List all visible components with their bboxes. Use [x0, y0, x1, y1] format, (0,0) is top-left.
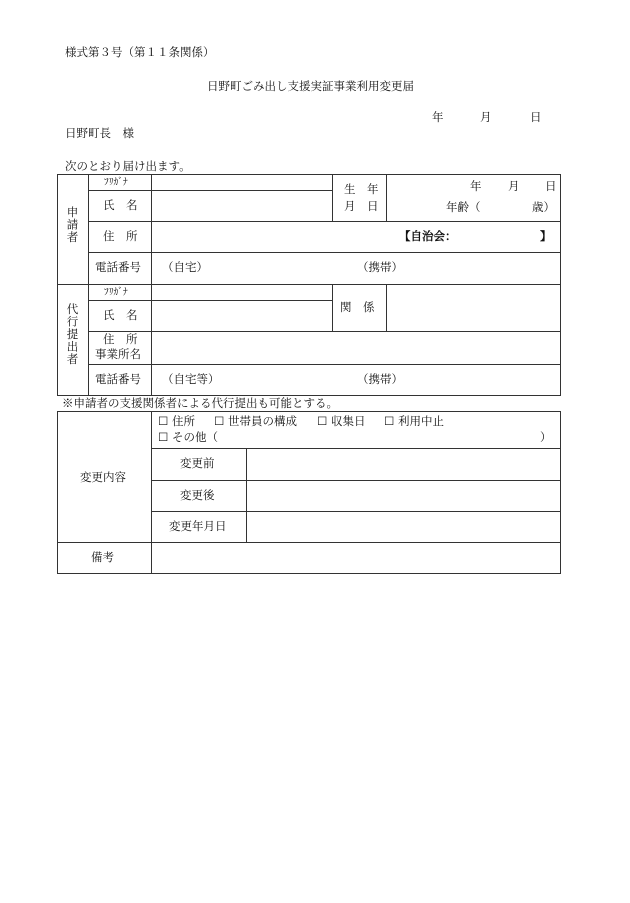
- proxy-mobile-label: （携帯）: [357, 372, 403, 386]
- change-date-label: 変更年月日: [169, 519, 227, 533]
- intro-text: 次のとおり届け出ます。: [65, 159, 191, 173]
- addressee: 日野町長 様: [65, 126, 134, 140]
- change-option-collection-day[interactable]: ☐ 収集日: [317, 414, 366, 428]
- checkbox-icon[interactable]: ☐: [158, 414, 169, 428]
- checkbox-icon[interactable]: ☐: [317, 414, 328, 428]
- change-option-cancel-use[interactable]: ☐ 利用中止: [384, 414, 444, 428]
- proxy-name-label: 氏 名: [103, 308, 138, 322]
- checkbox-icon[interactable]: ☐: [214, 414, 225, 428]
- other-close-paren: ）: [540, 430, 552, 444]
- checkbox-icon[interactable]: ☐: [384, 414, 395, 428]
- proxy-section-label: 代行提出者: [65, 303, 80, 366]
- birth-year-label: 年: [470, 179, 482, 193]
- birth-month-label: 月: [508, 179, 520, 193]
- proxy-home-phone-label: （自宅等）: [162, 372, 220, 386]
- jichikai-close-label: 】: [540, 229, 552, 243]
- applicant-phone-label: 電話番号: [95, 260, 141, 274]
- birthdate-label-line2: 月 日: [344, 199, 379, 213]
- date-day-label: 日: [530, 110, 542, 124]
- proxy-note: ※申請者の支援関係者による代行提出も可能とする。: [62, 396, 338, 410]
- form-number: 様式第３号（第１１条関係）: [65, 45, 215, 59]
- change-option-household[interactable]: ☐ 世帯員の構成: [214, 414, 297, 428]
- age-close-label: 歳）: [532, 200, 555, 214]
- age-open-label: 年齢（: [446, 200, 481, 214]
- change-content-label: 変更内容: [80, 470, 126, 484]
- applicant-name-label: 氏 名: [103, 198, 138, 212]
- change-option-other[interactable]: ☐ その他（: [158, 430, 218, 444]
- applicant-address-label: 住 所: [103, 229, 138, 243]
- applicant-furigana-label: ﾌﾘｶﾞﾅ: [104, 177, 128, 188]
- remarks-label: 備考: [91, 550, 114, 564]
- applicant-section-label: 申請者: [65, 206, 80, 244]
- proxy-office-label: 事業所名: [95, 347, 141, 361]
- birth-day-label: 日: [545, 179, 557, 193]
- proxy-phone-label: 電話番号: [95, 372, 141, 386]
- birthdate-label-line1: 生 年: [344, 182, 379, 196]
- before-change-label: 変更前: [180, 456, 215, 470]
- change-option-address[interactable]: ☐ 住所: [158, 414, 195, 428]
- checkbox-icon[interactable]: ☐: [158, 430, 169, 444]
- date-year-label: 年: [432, 110, 444, 124]
- relation-label: 関 係: [340, 300, 375, 314]
- applicant-mobile-label: （携帯）: [357, 260, 403, 274]
- date-month-label: 月: [480, 110, 492, 124]
- after-change-label: 変更後: [180, 488, 215, 502]
- change-table: [57, 411, 561, 574]
- applicant-home-phone-label: （自宅）: [162, 260, 208, 274]
- jichikai-open-label: 【自治会：: [399, 229, 457, 243]
- proxy-furigana-label: ﾌﾘｶﾞﾅ: [104, 287, 128, 298]
- proxy-address-label: 住 所: [103, 332, 138, 346]
- form-title: 日野町ごみ出し支援実証事業利用変更届: [207, 79, 414, 93]
